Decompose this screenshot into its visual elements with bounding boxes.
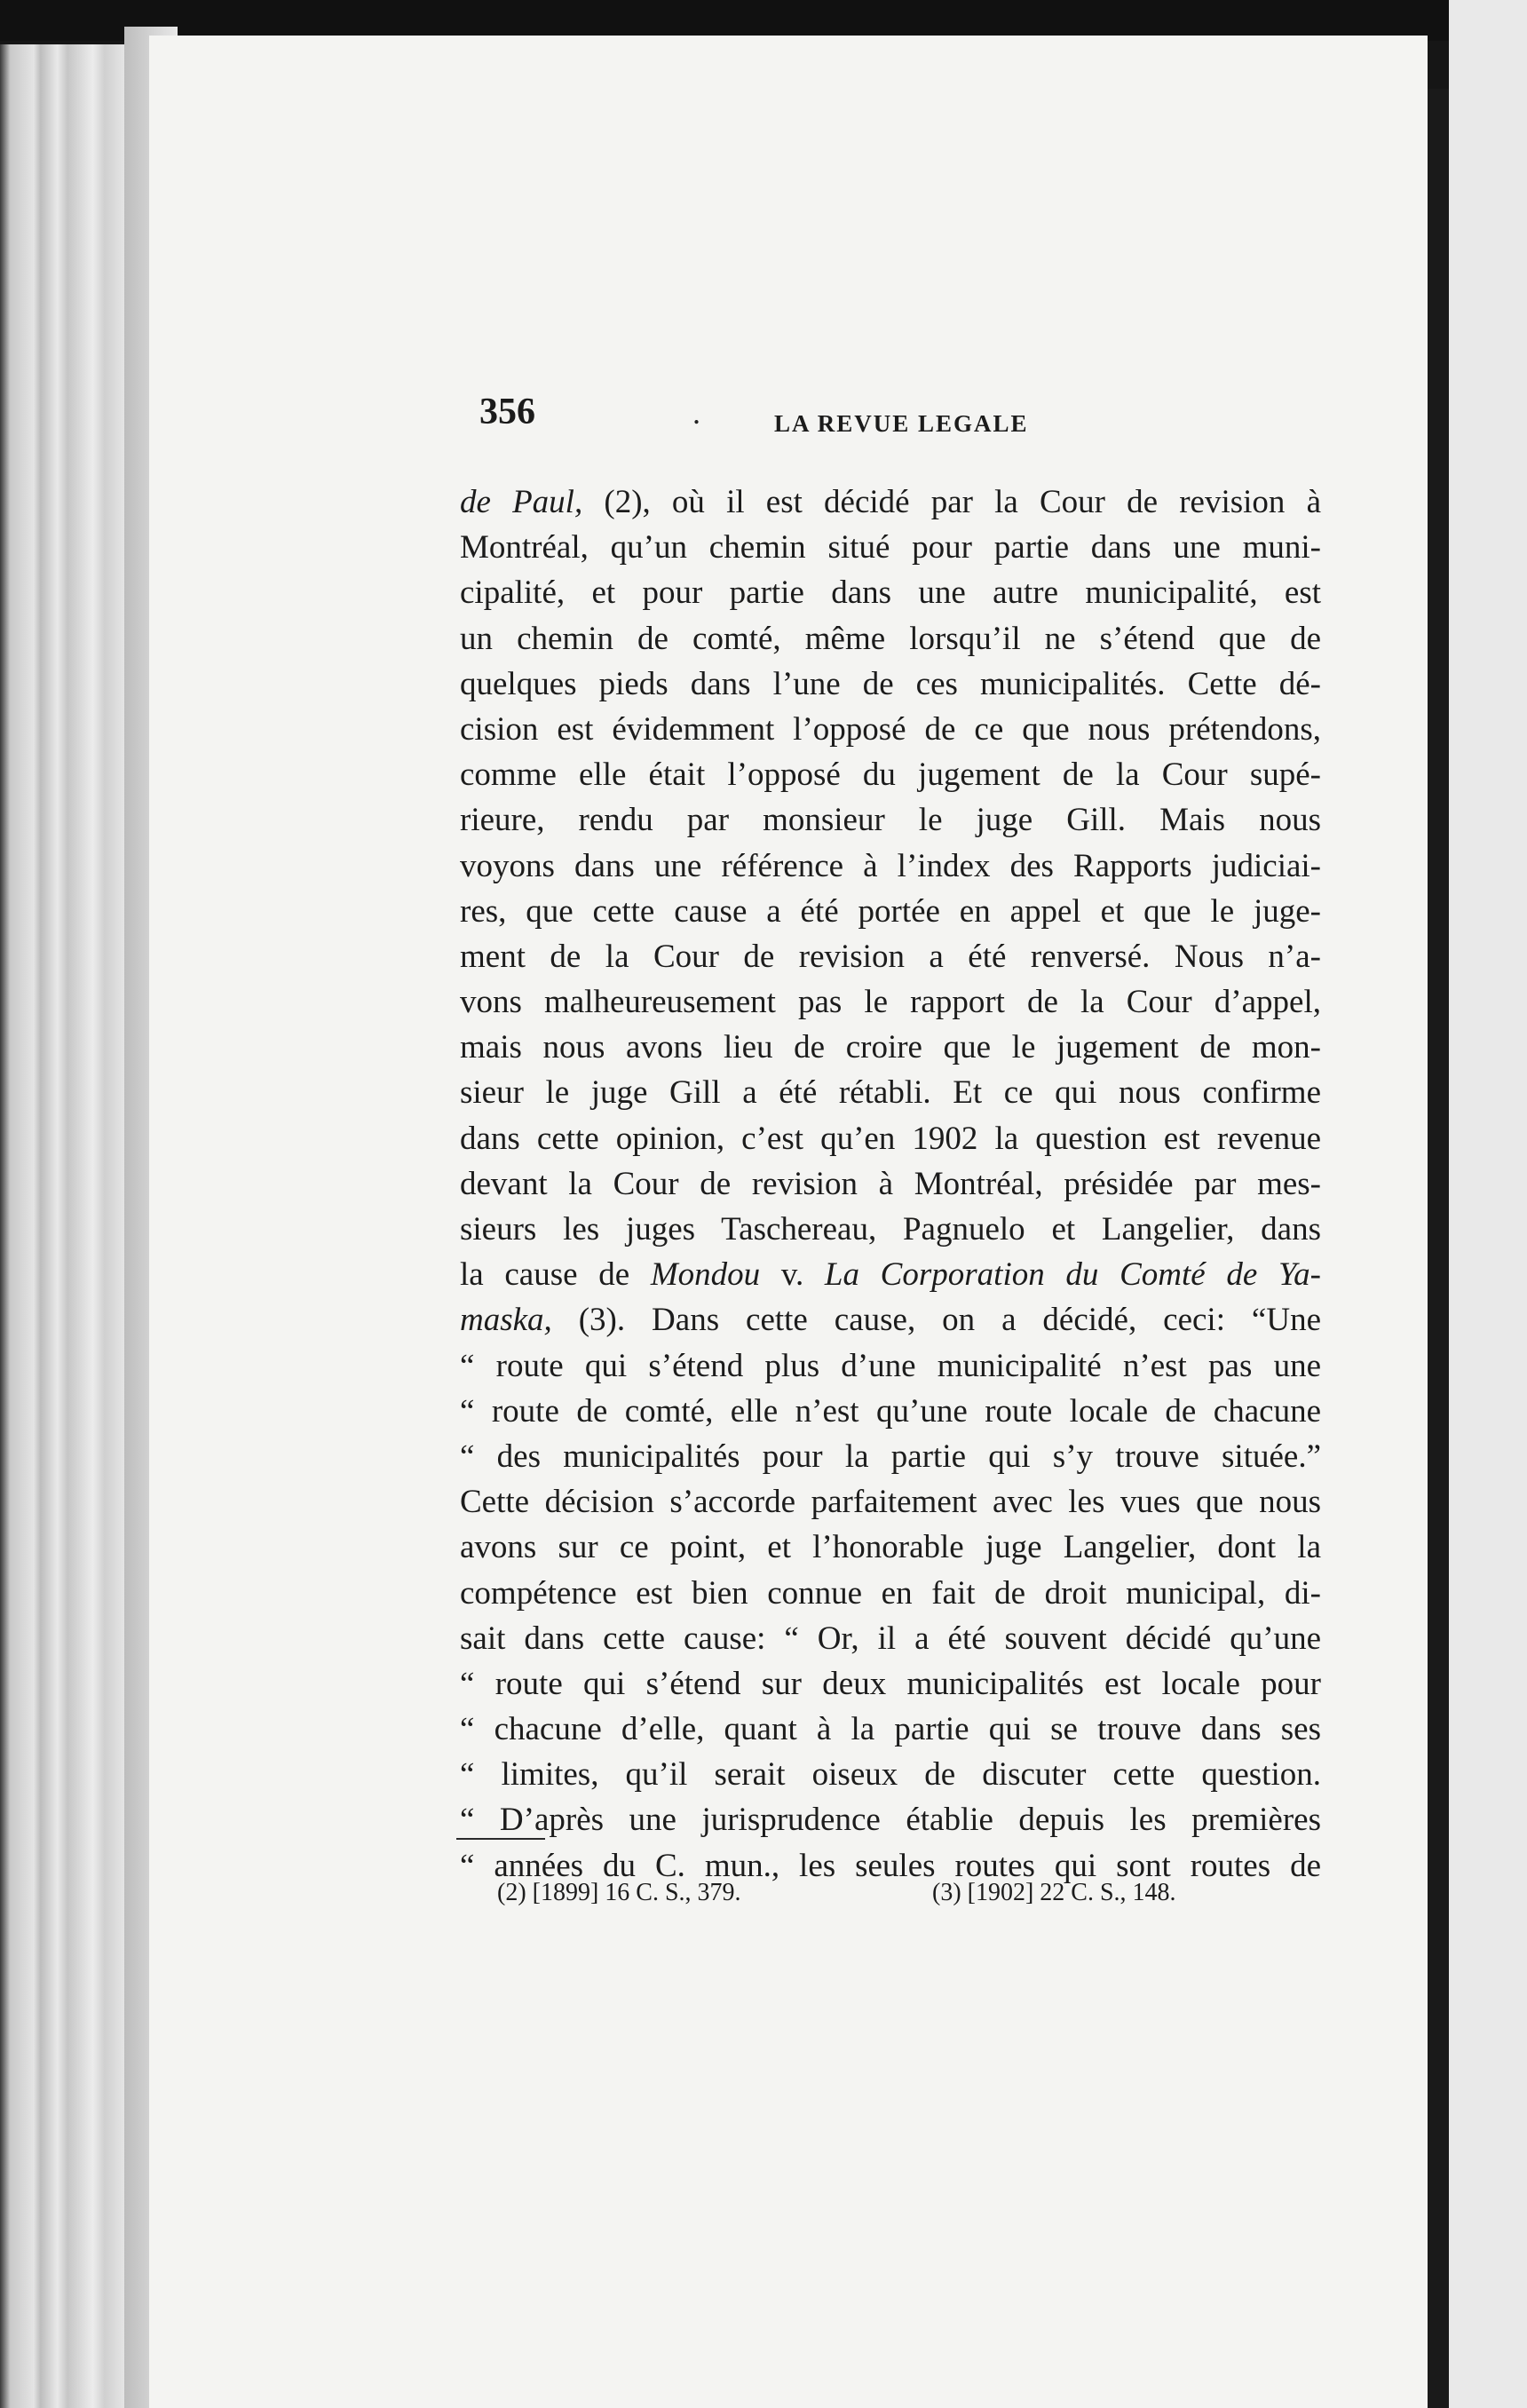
text-run: (2), où il est décidé par la Cour de revision à [582,484,1322,520]
text-line [460,570,1321,615]
italic-text: Mondou [650,1256,761,1294]
text-run: la cause de [460,1256,651,1294]
text-line [460,1479,1321,1525]
text-line [460,1434,1321,1479]
text-run: (3). Dans cette cause, on a décidé, ceci: “Une [551,1302,1321,1339]
text-line [460,661,1321,707]
text-run: “ route qui s’étend plus d’une municipalité n’est pas une [460,1347,1321,1384]
header-dot: . [692,395,700,431]
body-text [460,479,1321,1889]
text-line [460,844,1321,889]
text-run: quelques pieds dans l’une de ces municipalités. Cette dé- [460,665,1321,702]
text-run: comme elle était l’opposé du jugement de la Cour supé- [460,756,1321,794]
text-line [460,1252,1321,1297]
page-number: 356 [479,392,535,432]
text-line [460,1707,1321,1752]
text-line [460,1161,1321,1207]
text-line [460,797,1321,843]
text-line [460,1571,1321,1616]
page-right-edge [1428,89,1449,2408]
text-line [460,979,1321,1025]
text-line [460,1525,1321,1570]
text-run: v. [760,1256,825,1294]
text-run: “ route qui s’étend sur deux municipalités est locale pour [460,1665,1321,1702]
text-line [460,1661,1321,1707]
text-line [460,1616,1321,1661]
text-line [460,889,1321,934]
text-run: rieure, rendu par monsieur le juge Gill. Mais nous [460,802,1321,839]
text-run: Montréal, qu’un chemin situé pour partie dans une muni- [460,529,1321,566]
text-line [460,1343,1321,1389]
text-run: res, que cette cause a été portée en appel et que le juge- [460,892,1321,930]
running-head [479,391,1332,444]
footnote-3: (3) [1902] 22 C. S., 148. [932,1879,1176,1906]
text-line [460,525,1321,570]
text-line [460,1297,1321,1343]
text-run: sieur le juge Gill a été rétabli. Et ce qui nous confirme [460,1074,1321,1112]
italic-text: maska, [460,1302,552,1339]
text-run: “ années du C. mun., les seules routes qui sont routes de [460,1847,1321,1884]
text-line [460,1797,1321,1842]
text-line [460,1116,1321,1161]
text-line [460,1752,1321,1797]
running-title: LA REVUE LEGALE [774,410,1029,437]
text-run: sieurs les juges Taschereau, Pagnuelo et Langelier, dans [460,1211,1321,1248]
text-run: un chemin de comté, même lorsqu’il ne s’étend que de [460,620,1321,657]
text-run: “ des municipalités pour la partie qui s’y trouve située.” [460,1438,1321,1475]
text-line [460,752,1321,797]
text-run: devant la Cour de revision à Montréal, présidée par mes- [460,1165,1321,1202]
footnote-2: (2) [1899] 16 C. S., 379. [497,1879,741,1906]
text-run: vons malheureusement pas le rapport de la Cour d’appel, [460,984,1321,1021]
text-run: compétence est bien connue en fait de droit municipal, di- [460,1574,1321,1612]
text-run: dans cette opinion, c’est qu’en 1902 la question est revenue [460,1120,1321,1157]
text-run: cision est évidemment l’opposé de ce que nous prétendons, [460,710,1321,748]
text-run: voyons dans une référence à l’index des Rapports judiciai- [460,847,1321,884]
text-line [460,934,1321,979]
text-run: ment de la Cour de revision a été renversé. Nous n’a- [460,938,1321,975]
text-line [460,1389,1321,1434]
text-run: Cette décision s’accorde parfaitement avec les vues que nous [460,1484,1321,1521]
text-line [460,1207,1321,1252]
text-run: sait dans cette cause: “ Or, il a été souvent décidé qu’une [460,1620,1321,1657]
footnote-rule [456,1838,545,1840]
text-line [460,707,1321,752]
text-line [460,1025,1321,1070]
text-run: cipalité, et pour partie dans une autre municipalité, est [460,574,1321,612]
text-run: “ limites, qu’il serait oiseux de discuter cette question. [460,1756,1321,1794]
text-run: avons sur ce point, et l’honorable juge Langelier, dont la [460,1529,1321,1566]
text-line [460,616,1321,661]
text-run: mais nous avons lieu de croire que le jugement de mon- [460,1029,1321,1066]
italic-text: de Paul, [460,484,583,520]
text-run: “ D’après une jurisprudence établie depuis les premières [460,1802,1321,1839]
italic-text: La Corporation du Comté de Ya- [824,1256,1321,1294]
scan-right-margin [1449,0,1527,2408]
text-run: “ route de comté, elle n’est qu’une route locale de chacune [460,1392,1321,1430]
text-line [460,479,1321,525]
text-line [460,1070,1321,1115]
text-run: “ chacune d’elle, quant à la partie qui se trouve dans ses [460,1711,1321,1748]
